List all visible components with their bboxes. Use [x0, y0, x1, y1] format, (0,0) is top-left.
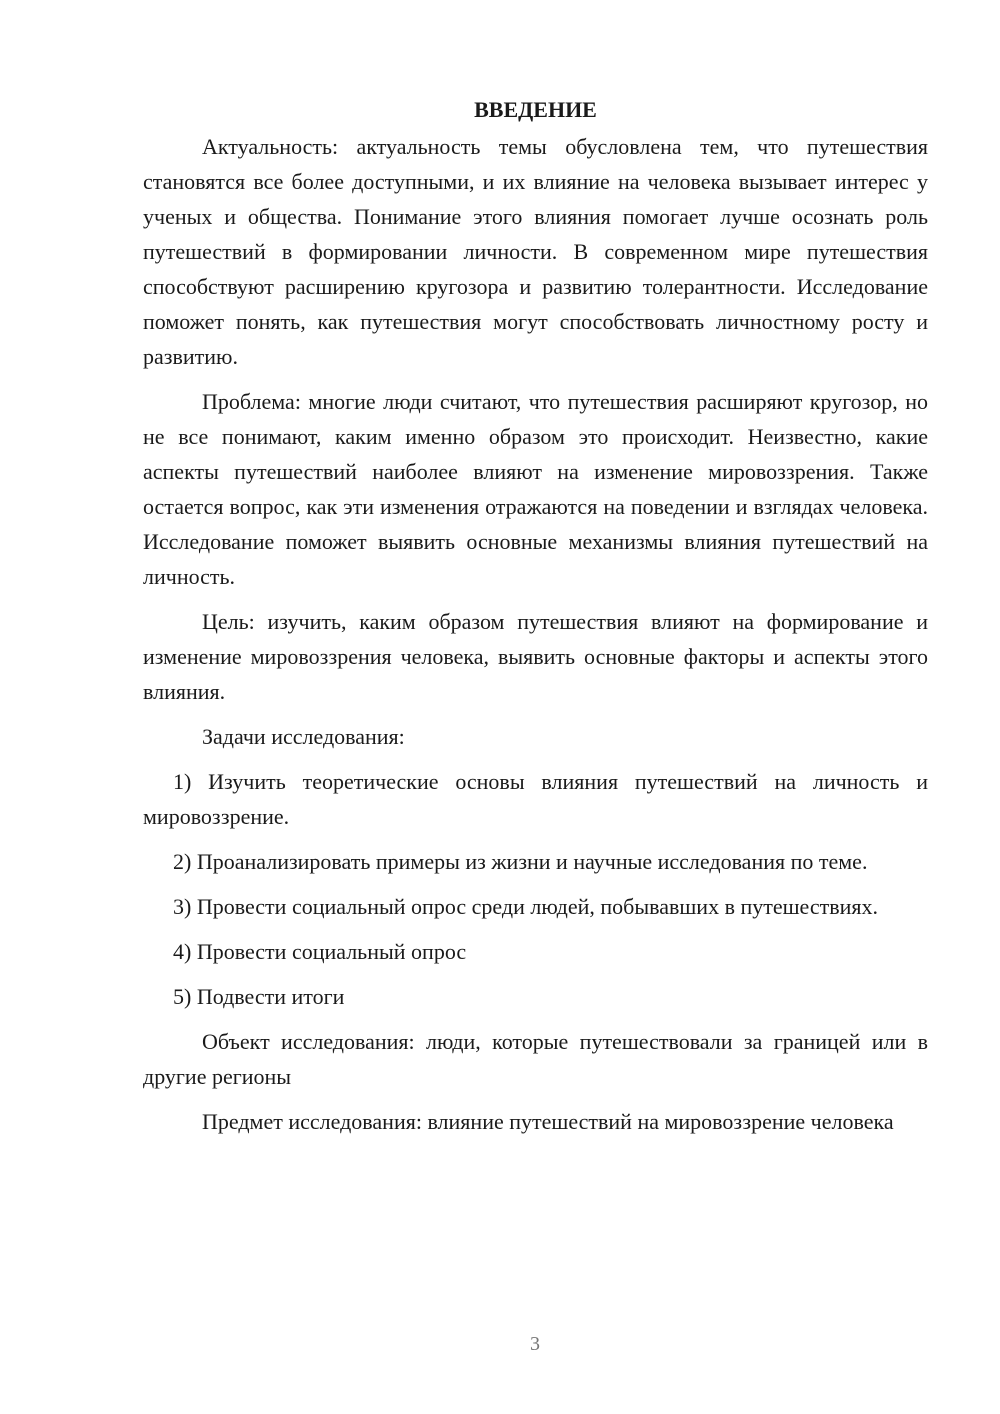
document-page [143, 92, 928, 1149]
task-item-5: 5) Подвести итоги [173, 984, 345, 1009]
task-item-1: 1) Изучить теоретические основы влияния путешествий на личность и мировоззрение. [143, 769, 928, 829]
task-item-4: 4) Провести социальный опрос [173, 939, 467, 964]
relevance-paragraph: Актуальность: актуальность темы обусловлена тем, что путешествия становятся все более доступными, и их влияние на человека вызывает интерес у ученых и общества. Понимание этого влияния помогает лучше осознать роль путешествий в формировании личности. В современном мире путешествия способствуют расширению кругозора и развитию толерантности. Исследование поможет понять, как путешествия могут способствовать личностному росту и развитию. [143, 134, 928, 369]
problem-paragraph: Проблема: многие люди считают, что путешествия расширяют кругозор, но не все понимают, каким именно образом это происходит. Неизвестно, какие аспекты путешествий наиболее влияют на изменение мировоззрения. Также остается вопрос, как эти изменения отражаются на поведении и взглядах человека. Исследование поможет выявить основные механизмы влияния путешествий на личность. [143, 389, 928, 589]
subject-paragraph: Предмет исследования: влияние путешествий на мировоззрение человека [202, 1109, 894, 1134]
task-item-3: 3) Провести социальный опрос среди людей, побывавших в путешествиях. [173, 894, 879, 919]
object-paragraph: Объект исследования: люди, которые путешествовали за границей или в другие регионы [143, 1029, 928, 1089]
section-title: ВВЕДЕНИЕ [474, 97, 597, 122]
goal-paragraph: Цель: изучить, каким образом путешествия влияют на формирование и изменение мировоззрения человека, выявить основные факторы и аспекты этого влияния. [143, 609, 928, 704]
page-number: 3 [530, 1333, 540, 1355]
tasks-heading: Задачи исследования: [202, 724, 405, 749]
task-item-2: 2) Проанализировать примеры из жизни и научные исследования по теме. [173, 849, 868, 874]
